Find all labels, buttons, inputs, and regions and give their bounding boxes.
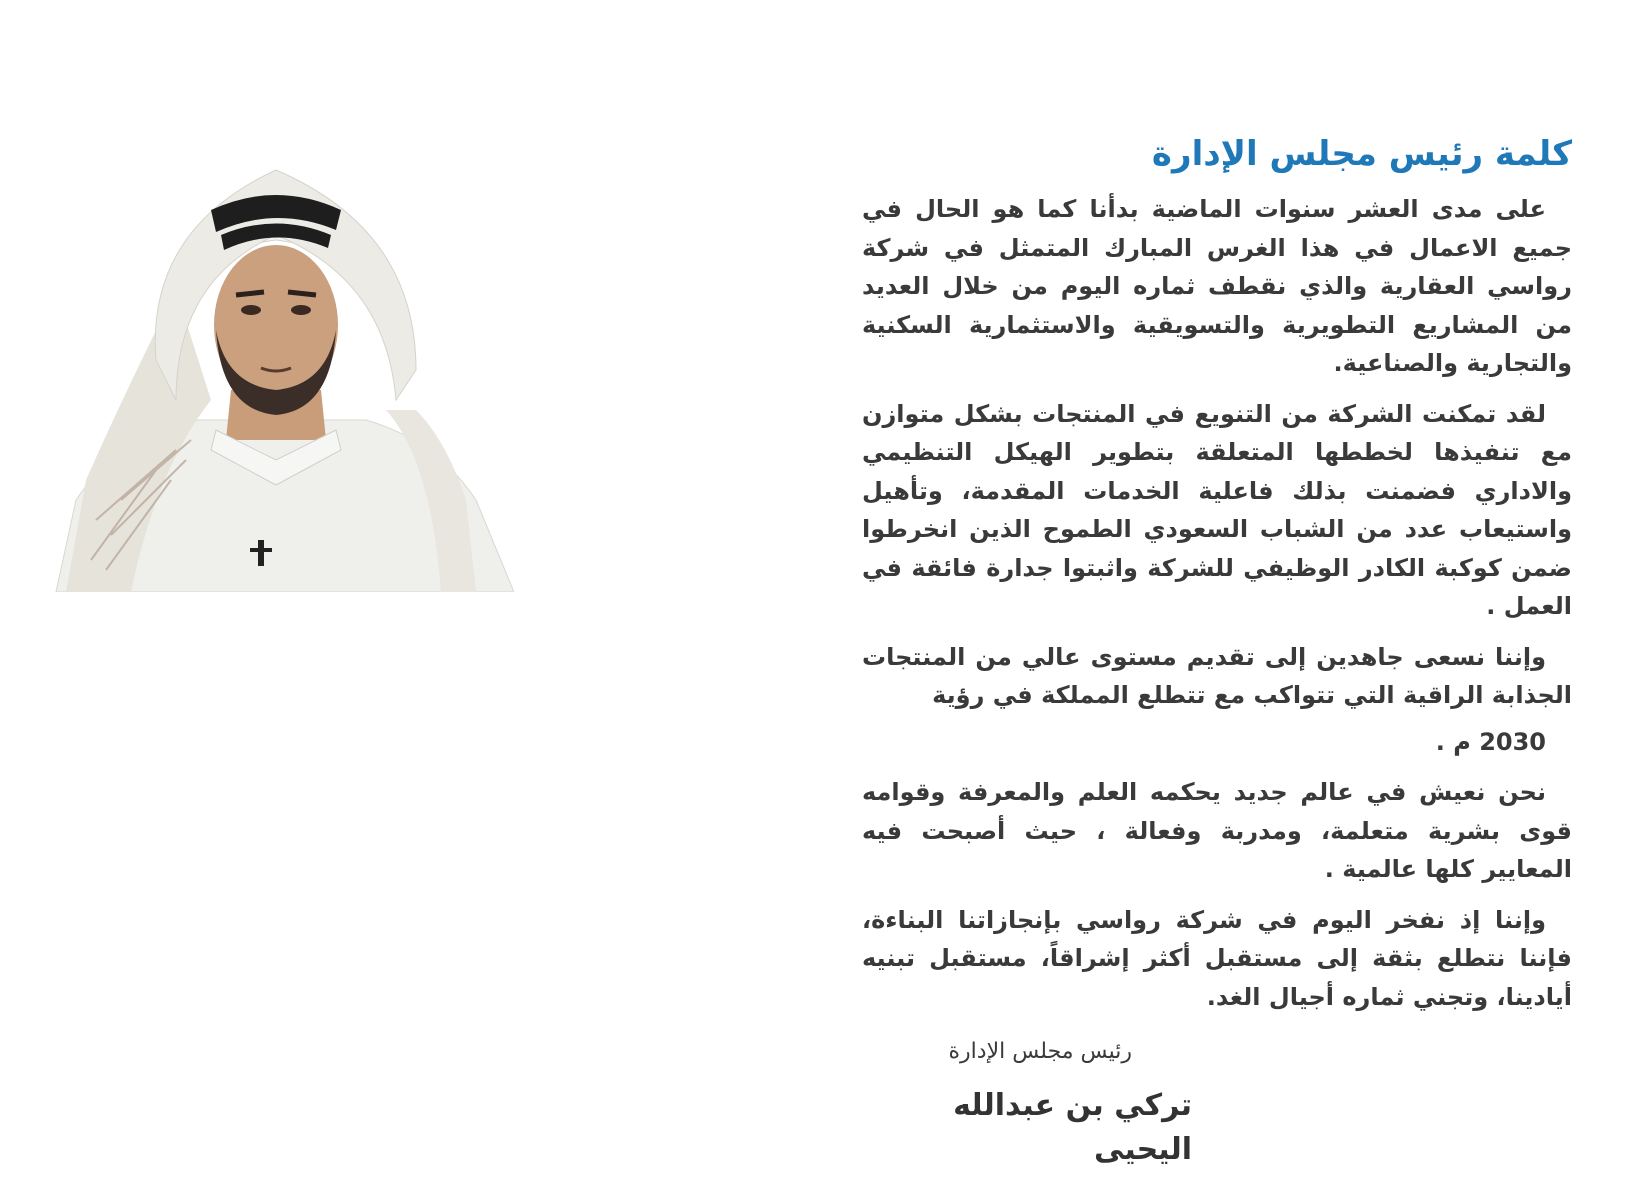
paragraph-2: لقد تمكنت الشركة من التنويع في المنتجات بشكل متوازن مع تنفيذها لخططها المتعلقة بتطوير الهيكل التنظيمي والاداري فضمنت بذلك فاعلية الخدمات المقدمة، وتأهيل واستيعاب عدد من الشباب السعودي الطموح الذين انخرطوا ضمن كوكبة الكادر الوظيفي للشركة واثبتوا جدارة فائقة في العمل .	[862, 399, 1572, 620]
paragraph-4: نحن نعيش في عالم جديد يحكمه العلم والمعرفة وقوامه قوى بشرية متعلمة، ومدربة وفعالة ، حيث أصبحت فيه المعايير كلها عالمية .	[862, 778, 1572, 883]
chairman-portrait	[36, 140, 514, 592]
paragraph-1: على مدى العشر سنوات الماضية بدأنا كما هو الحال في جميع الاعمال في هذا الغرس المبارك المتمثل في شركة رواسي العقارية والذي نقطف ثماره اليوم من خلال العديد من المشاريع التطويرية والتسويقية والاستثمارية السكنية والتجارية والصناعية.	[862, 195, 1572, 377]
portrait-illustration	[36, 140, 514, 592]
signature-role: رئيس مجلس الإدارة	[948, 1039, 1132, 1064]
signature-block	[862, 1034, 1192, 1172]
chairman-message	[862, 130, 1572, 1172]
paragraph-vision-year: 2030 م .	[1435, 727, 1546, 756]
paragraph-3: وإننا نسعى جاهدين إلى تقديم مستوى عالي من المنتجات الجذابة الراقية التي تتواكب مع تتطلع المملكة في رؤية	[862, 642, 1572, 709]
signature-name: تركي بن عبدالله اليحيى	[953, 1088, 1192, 1167]
paragraph-5: وإننا إذ نفخر اليوم في شركة رواسي بإنجازاتنا البناءة، فإننا نتطلع بثقة إلى مستقبل أكثر إشراقاً، مستقبل تبنيه أيادينا، وتجني ثماره أجيال الغد.	[862, 905, 1572, 1011]
page-title: كلمة رئيس مجلس الإدارة	[1151, 134, 1572, 174]
